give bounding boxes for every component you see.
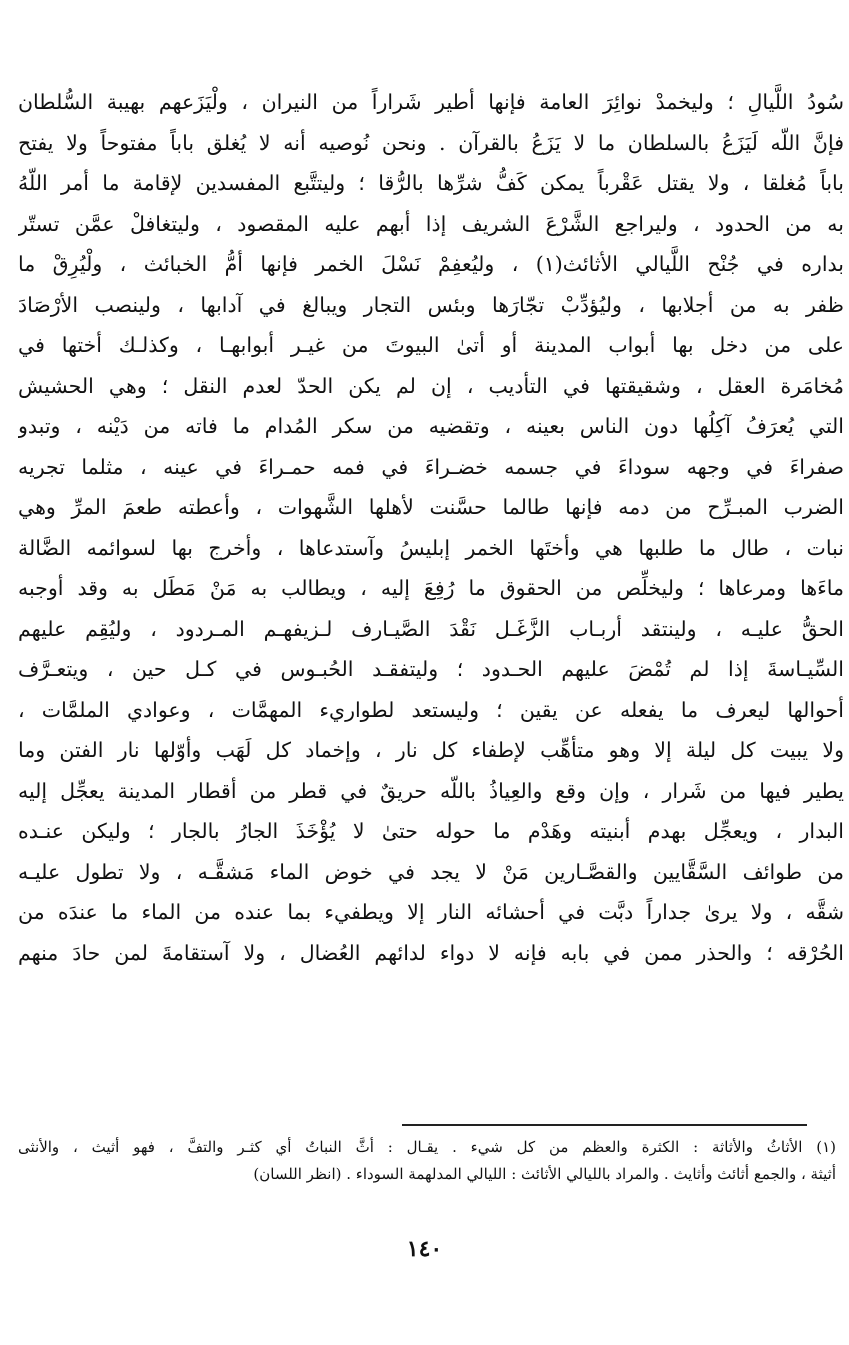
text-line: ظفر به من أجلابها ، وليُؤدِّبْ تجّارَها وبئس التجار ويبالغ في آدابها ، ولينصب الأرْصَادَ (18, 292, 844, 317)
text-line: صفراءَ في وجهه سوداءَ في جسمه خضـراءَ في فمه حمـراءَ في عينه ، مثلما تجريه (18, 454, 844, 479)
text-line: ولا يبيت كل ليلة إلا وهو متأهِّب لإطفاء كل نار ، وإخماد كل لَهَب وأوّلها نار الفتن وما (18, 738, 844, 762)
footnote-line: (١) الأثاثُ والأثاثة : الكثرة والعظم من كل شيء . يقـال : أثَّ النباتُ أي كثـر والتفَّ ، فهو أثيث ، والأنثى (18, 1138, 836, 1156)
text-line: باباً مُغلقا ، ولا يقتل عَقْرباً يمكن كَفُّ شرِّها بالرُّقا ؛ وليتتَّبع المفسدين لإقامة ما أمر اللّهُ (18, 171, 844, 195)
text-line: أحوالها ليعرف ما يفعله عن يقين ؛ وليستعد لطواريء المهمَّات ، وعوادي الملمَّات ، (18, 697, 844, 722)
text-line: يطير فيها من شَرار ، وإن وقع والعِياذُ باللّه حريقٌ في قطر من أقطار المدينة يعجِّل إليه (18, 778, 844, 803)
text-line: به من الحدود ، وليراجع الشَّرْعَ الشريف إذا أبهم عليه المقصود ، وليتغافلْ عمَّن تستّر (18, 211, 844, 236)
main-text-block (18, 82, 844, 973)
text-line: على من دخل بها أبواب المدينة أو أتىٰ البيوتَ من غيـر أبوابهـا ، وكذلـك أختها في (18, 333, 844, 357)
text-line: ماءَها ومرعاها ؛ وليخلِّص من الحقوق ما رُفِعَ إليه ، ويطالب به مَنْ مَطَل به وقد أوجبه (18, 576, 844, 600)
text-line: السِّيـاسةَ إذا لم تُمْضَ عليهم الحـدود ؛ وليتفقـد الحُبـوس في كـل حين ، ويتعـرَّف (18, 657, 844, 681)
page-number: ١٤٠ (406, 1236, 443, 1262)
text-line: بداره في جُنْح اللَّيالي الأثائث(١) ، وليُعفِمْ نَسْلَ الخمر فإنها أمُّ الخبائث ، ولْيُرِقْ ما (18, 252, 844, 276)
text-line: فإنَّ اللّه لَيَزَعُ بالسلطان ما لا يَزَعُ بالقرآن . ونحن نُوصيه أنه لا يُغلق باباً مفتوحاً ولا يفتح (18, 130, 844, 155)
text-line: التي يُعرَفُ آكِلُها دون الناس بعينه ، وتقضيه من سكر المُدام ما فاته من دَيْنه ، وتبدو (18, 414, 844, 438)
text-line: مُخامَرة العقل ، وشقيقتها في التأديب ، إن لم يكن الحدّ لعدم النقل ؛ وهي الحشيش (18, 373, 844, 398)
text-line: نبات ، طال ما طلبها هي وأختَها الخمر إبليسُ وآستدعاها ، وأخرج بها لسوائمه الضَّالة (18, 535, 844, 560)
text-line: من طوائف السَّقَّايين والقصَّـارين مَنْ لا يجد في خوض الماء مَشقَّـه ، ولا تطول عليـه (18, 859, 844, 884)
footnote-line: أثيثة ، والجمع أثائث وأثايث . والمراد بالليالي الأثائث : الليالي المدلهمة السوداء . (انظر اللسان) (253, 1165, 836, 1183)
text-line: شقَّه ، ولا يرىٰ جداراً دبَّت في أحشائه النار إلا ويطفيء بما عنده من الماء ما عندَه من (18, 900, 844, 924)
text-line: سُودُ اللَّيالِ ؛ وليخمدْ نوائِرَ العامة فإنها أطير شَراراً من النيران ، ولْيَزَعهم بهيبة السُّلطان (18, 90, 844, 114)
text-line: البدار ، ويعجِّل بهدم أبنيته وهَدْم ما حوله حتىٰ لا يُؤْخَذَ الجارُ بالجار ؛ وليكن عنـده (18, 819, 844, 843)
text-line: الحُرْقه ؛ والحذر ممن في بابه فإنه لا دواء لدائهم العُضال ، ولا آستقامةَ لمن حادَ منهم (18, 940, 844, 965)
text-line: الحقُّ عليـه ، ولينتقد أربـاب الزَّغَـل نَقْدَ الصَّيـارف لـزيفهـم المـردود ، وليُقِم عليهم (18, 616, 844, 641)
footnotes-block (18, 1134, 836, 1188)
text-line: الضرب المبـرِّح من دمه فإنها طالما حسَّنت لأهلها الشَّهوات ، وأعطته طعمَ المرِّ وهي (18, 495, 844, 519)
footnote-separator (402, 1124, 807, 1126)
